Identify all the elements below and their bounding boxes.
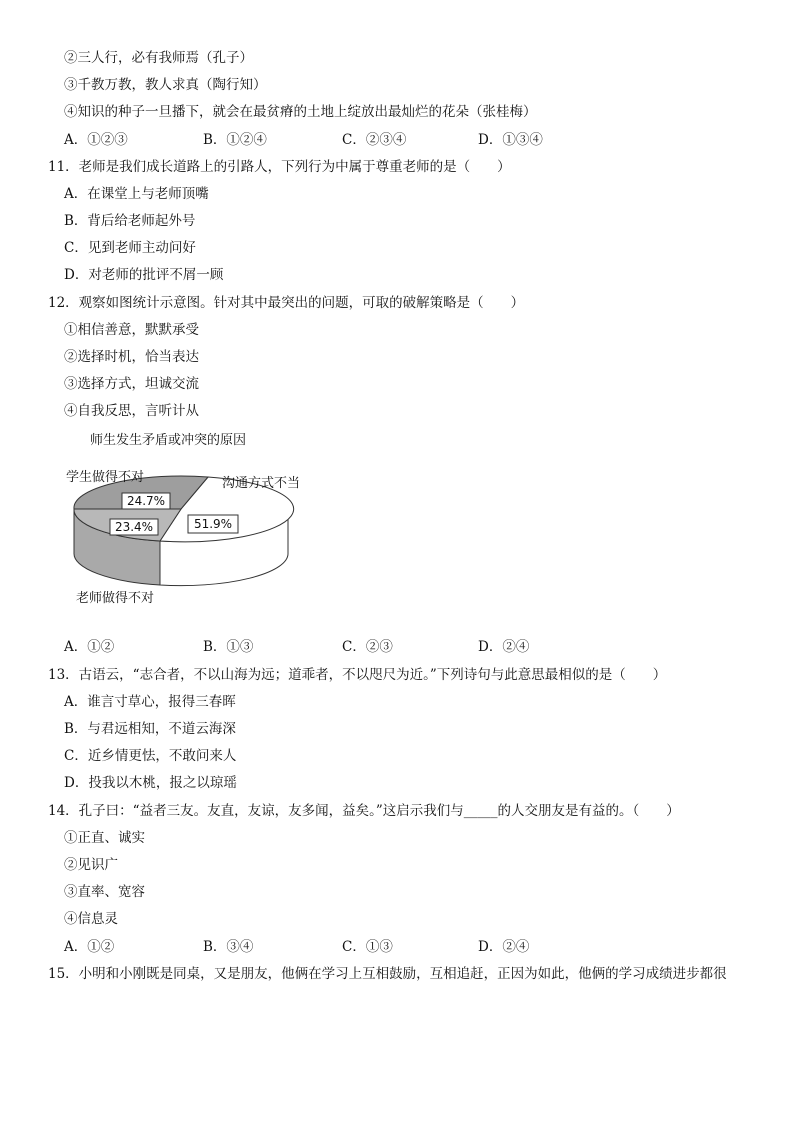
q13-option-c: C．近乡情更怯，不敢问来人 bbox=[64, 748, 237, 764]
value-label-student: 24.7% bbox=[126, 494, 166, 508]
q12-item-4: ④自我反思，言听计从 bbox=[64, 403, 199, 419]
q10-option-b: B．①②④ bbox=[203, 132, 267, 148]
q12-option-d: D．②④ bbox=[478, 639, 530, 655]
q14-option-b: B．③④ bbox=[203, 939, 254, 955]
q12-option-c: C．②③ bbox=[342, 639, 393, 655]
q10-option-a: A．①②③ bbox=[64, 132, 128, 148]
q12-item-3: ③选择方式，坦诚交流 bbox=[64, 376, 199, 392]
q14-stem: 14．孔子曰：“益者三友。友直，友谅，友多闻，益矣。”这启示我们与_____的人交朋友是有益的。（ ） bbox=[48, 803, 680, 819]
q11-option-d: D．对老师的批评不屑一顾 bbox=[64, 267, 224, 283]
q14-option-d: D．②④ bbox=[478, 939, 530, 955]
q14-option-a: A．①② bbox=[64, 939, 115, 955]
q12-item-1: ①相信善意，默默承受 bbox=[64, 322, 199, 338]
q14-item-2: ②见识广 bbox=[64, 857, 118, 873]
category-label-communication: 沟通方式不当 bbox=[222, 476, 301, 491]
chart-title: 师生发生矛盾或冲突的原因 bbox=[90, 433, 247, 448]
q11-option-c: C．见到老师主动问好 bbox=[64, 240, 196, 256]
category-label-student: 学生做得不对 bbox=[66, 470, 145, 485]
q14-item-1: ①正直、诚实 bbox=[64, 830, 145, 846]
q13-option-a: A．谁言寸草心，报得三春晖 bbox=[64, 694, 236, 710]
q12-option-b: B．①③ bbox=[203, 639, 254, 655]
q12-item-2: ②选择时机，恰当表达 bbox=[64, 349, 199, 365]
q14-item-3: ③直率、宽容 bbox=[64, 884, 145, 900]
q11-stem: 11．老师是我们成长道路上的引路人，下列行为中属于尊重老师的是（ ） bbox=[48, 159, 511, 175]
q10-item-3: ③千教万教，教人求真（陶行知） bbox=[64, 77, 267, 93]
category-label-teacher: 老师做得不对 bbox=[76, 591, 155, 606]
q12-option-a: A．①② bbox=[64, 639, 115, 655]
q14-item-4: ④信息灵 bbox=[64, 911, 118, 927]
q10-item-2: ②三人行，必有我师焉（孔子） bbox=[64, 50, 253, 66]
value-label-communication: 51.9% bbox=[193, 517, 233, 531]
q13-option-b: B．与君远相知，不道云海深 bbox=[64, 721, 236, 737]
q10-option-d: D．①③④ bbox=[478, 132, 543, 148]
pie-chart bbox=[62, 428, 322, 608]
value-label-teacher: 23.4% bbox=[114, 520, 154, 534]
q10-option-c: C．②③④ bbox=[342, 132, 407, 148]
q11-option-b: B．背后给老师起外号 bbox=[64, 213, 196, 229]
q13-option-d: D．投我以木桃，报之以琼瑶 bbox=[64, 775, 237, 791]
q10-item-4: ④知识的种子一旦播下，就会在最贫瘠的土地上绽放出最灿烂的花朵（张桂梅） bbox=[64, 104, 537, 120]
q14-option-c: C．①③ bbox=[342, 939, 393, 955]
q13-stem: 13．古语云，“志合者，不以山海为远；道乖者，不以咫尺为近。”下列诗句与此意思最相似的是（ ） bbox=[48, 667, 667, 683]
q11-option-a: A．在课堂上与老师顶嘴 bbox=[64, 186, 209, 202]
q15-stem: 15．小明和小刚既是同桌，又是朋友，他俩在学习上互相鼓励，互相追赶，正因为如此，他俩的学习成绩进步都很 bbox=[48, 966, 727, 982]
q12-stem: 12．观察如图统计示意图。针对其中最突出的问题，可取的破解策略是（ ） bbox=[48, 295, 525, 311]
